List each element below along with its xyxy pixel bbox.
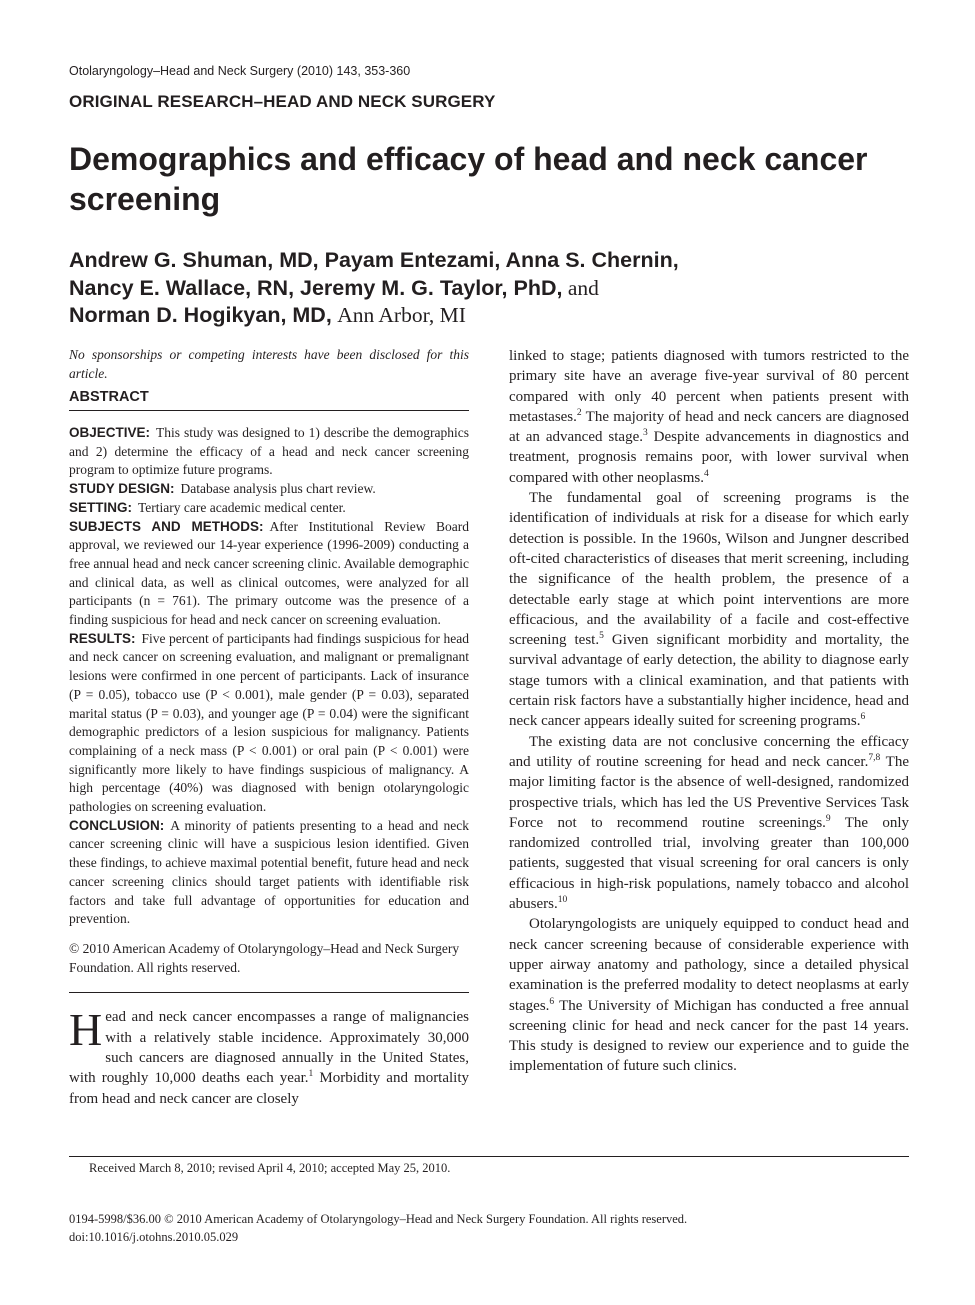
- intro-text-b: Morbidity and mortality from head and neck cancer are closely: [69, 1070, 470, 1107]
- section-label: ORIGINAL RESEARCH–HEAD AND NECK SURGERY: [69, 92, 496, 111]
- p4-text-a: Otolaryngologists are uniquely equipped to conduct head and neck cancer screening because of considerable experience with upper airway anatomy and pathology, since a detailed physical examination is the preferred modality to detect neoplasms at early stages.: [509, 916, 909, 1014]
- study-design-label: STUDY DESIGN:: [69, 481, 175, 497]
- abstract-setting: [69, 499, 469, 518]
- citation-ref[interactable]: 6: [860, 712, 866, 723]
- abstract-copyright: © 2010 American Academy of Otolaryngology–Head and Neck Surgery Foundation. All rights reserved.: [69, 940, 460, 975]
- abstract-heading: ABSTRACT: [69, 389, 469, 411]
- footer-divider: [69, 1156, 909, 1157]
- citation-ref[interactable]: 6: [549, 996, 555, 1007]
- p3-text-c: The only randomized controlled trial, involving greater than 100,000 patients, suggested that visual screening for oral cancers is only efficacious in high-risk populations, namely tobacco and alcohol abusers.: [509, 814, 909, 913]
- abstract-conclusion: [69, 817, 469, 929]
- citation-ref[interactable]: 7,8: [868, 752, 881, 763]
- footer-block: [69, 1210, 687, 1246]
- p1-text-c: Despite advancements in diagnostics and treatment, prognosis remains poor, with lower survival when compared with other neoplasms.: [509, 429, 909, 486]
- p2-text-a: The fundamental goal of screening programs is the identification of individuals at risk for a disease for which early detection is possible. In the 1960s, Wilson and Jungner described oft-cited characteristics of diseases that merit screening, including the significance of the health problem, the presence of a detectable early stage at which point interventions are more efficacious, and the availability of a facile and cost-effective screening test.: [509, 490, 909, 649]
- abstract-results: [69, 630, 469, 817]
- body-paragraph-1: [509, 346, 909, 488]
- study-design-text: Database analysis plus chart review.: [180, 481, 376, 497]
- methods-label: SUBJECTS AND METHODS:: [69, 518, 264, 534]
- intro-paragraph: [69, 1004, 470, 1108]
- author-line-2: [69, 275, 929, 303]
- intro-text-a: ead and neck cancer encompasses a range of malignancies with a relatively stable incidence. Approximately 30,000 such cancers are diagnosed annually in the United States, with roughly 10,000 deaths each year.: [69, 1009, 469, 1087]
- citation-ref[interactable]: 3: [642, 428, 648, 439]
- objective-text: This study was designed to 1) describe the demographics and 2) determine the efficacy of a head and neck cancer screening program to optimize future programs.: [69, 425, 469, 478]
- abstract-methods: [69, 518, 469, 630]
- p4-text-b: The University of Michigan has conducted a free annual screening clinic for head and neck cancer for the past 14 years. This study is designed to review our experience and to guide the implementation of future such clinics.: [509, 997, 909, 1075]
- left-column: [69, 345, 469, 1109]
- right-column: [509, 346, 909, 1077]
- p3-text-a: The existing data are not conclusive concerning the efficacy and utility of routine screening for head and neck cancer.: [509, 733, 909, 770]
- author-conjunction: and: [567, 275, 599, 300]
- setting-text: Tertiary care academic medical center.: [138, 499, 346, 515]
- p1-text-a: linked to stage; patients diagnosed with tumors restricted to the primary site have an average five-year survival of 80 percent compared with only 40 percent when patients present with metastases.: [509, 348, 909, 425]
- received-dates: Received March 8, 2010; revised April 4, 2010; accepted May 25, 2010.: [89, 1161, 451, 1175]
- citation-ref[interactable]: 2: [576, 407, 582, 418]
- author-line-1: [69, 247, 929, 275]
- p3-text-b: The major limiting factor is the absence of well-designed, randomized prospective trials, which has led the US Preventive Services Task Force not to recommend routine screenings.: [509, 753, 909, 831]
- drop-cap: H: [69, 1004, 103, 1056]
- results-label: RESULTS:: [69, 630, 136, 646]
- abstract-objective: [69, 424, 469, 480]
- author-names-2: Nancy E. Wallace, RN, Jeremy M. G. Taylor, PhD,: [69, 275, 563, 300]
- methods-text: After Institutional Review Board approval, we reviewed our 14-year experience (1996-2009) conducting a free annual head and neck cancer screening clinic. Available demographic and clinical data, as well as clinical outcomes, were analyzed for all participants (n = 761). The primary outcome was the presence of a finding suspicious for head and neck cancer on screening evaluation.: [69, 518, 469, 628]
- citation-ref[interactable]: 4: [703, 468, 709, 479]
- p1-text-b: The majority of head and neck cancers are diagnosed at an advanced stage.: [509, 408, 909, 446]
- body-paragraph-2: [509, 488, 909, 732]
- article-title: Demographics and efficacy of head and neck cancer screening: [69, 141, 868, 217]
- setting-label: SETTING:: [69, 499, 132, 515]
- author-names-1: Andrew G. Shuman, MD, Payam Entezami, Anna S. Chernin,: [69, 248, 679, 272]
- citation-ref[interactable]: 10: [557, 895, 568, 906]
- abstract-body: [69, 424, 469, 929]
- citation-ref[interactable]: 1: [308, 1069, 314, 1080]
- author-line-3: [69, 302, 929, 330]
- disclosure-statement: No sponsorships or competing interests have been disclosed for this article.: [69, 347, 469, 381]
- journal-citation: Otolaryngology–Head and Neck Surgery (2010) 143, 353-360: [69, 64, 411, 78]
- conclusion-text: A minority of patients presenting to a head and neck cancer screening clinic will have a suspicious lesion identified. Given these findings, to achieve maximal potential benefit, future head and neck cancer screening clinics should target patients with identifiable risk factors and take full advantage of opportunities for education and prevention.: [69, 817, 469, 927]
- body-paragraph-3: [509, 732, 909, 915]
- author-location: Ann Arbor, MI: [337, 303, 466, 327]
- abstract-divider: [69, 992, 469, 993]
- conclusion-label: CONCLUSION:: [69, 817, 165, 833]
- citation-ref[interactable]: 5: [599, 631, 604, 642]
- doi-link[interactable]: doi:10.1016/j.otohns.2010.05.029: [69, 1230, 239, 1244]
- objective-label: OBJECTIVE:: [69, 425, 151, 440]
- author-names-3: Norman D. Hogikyan, MD,: [69, 303, 332, 327]
- abstract-study-design: [69, 480, 469, 499]
- results-text: Five percent of participants had findings suspicious for head and neck cancer on screening evaluation, and malignant or premalignant lesions were confirmed in one percent of participants. Lack of insurance (P = 0.05), tobacco use (P < 0.001), male gender (P = 0.03), separated marital status (P = 0.03), and younger age (P = 0.04) were the significant demographic predictors of a lesion suspicious for malignancy. Patients complaining of a neck mass (P < 0.001) or oral pain (P < 0.001) were significantly more likely to have findings suspicious of malignancy. A high percentage (40%) was diagnosed with benign otolaryngologic pathologies on screening evaluation.: [69, 630, 469, 815]
- body-paragraph-4: [509, 914, 909, 1076]
- citation-ref[interactable]: 9: [825, 813, 831, 824]
- p2-text-b: Given significant morbidity and mortality, the survival advantage of early detection, the ability to diagnose early stage tumors with a clinical examination, and that patients with certain risk factors have a substantially higher incidence, head and neck cancer appears ideally suited for screening programs.: [509, 632, 910, 730]
- issn-copyright: 0194-5998/$36.00 © 2010 American Academy of Otolaryngology–Head and Neck Surgery Foundation. All rights reserved.: [69, 1212, 688, 1226]
- author-list: [69, 247, 929, 330]
